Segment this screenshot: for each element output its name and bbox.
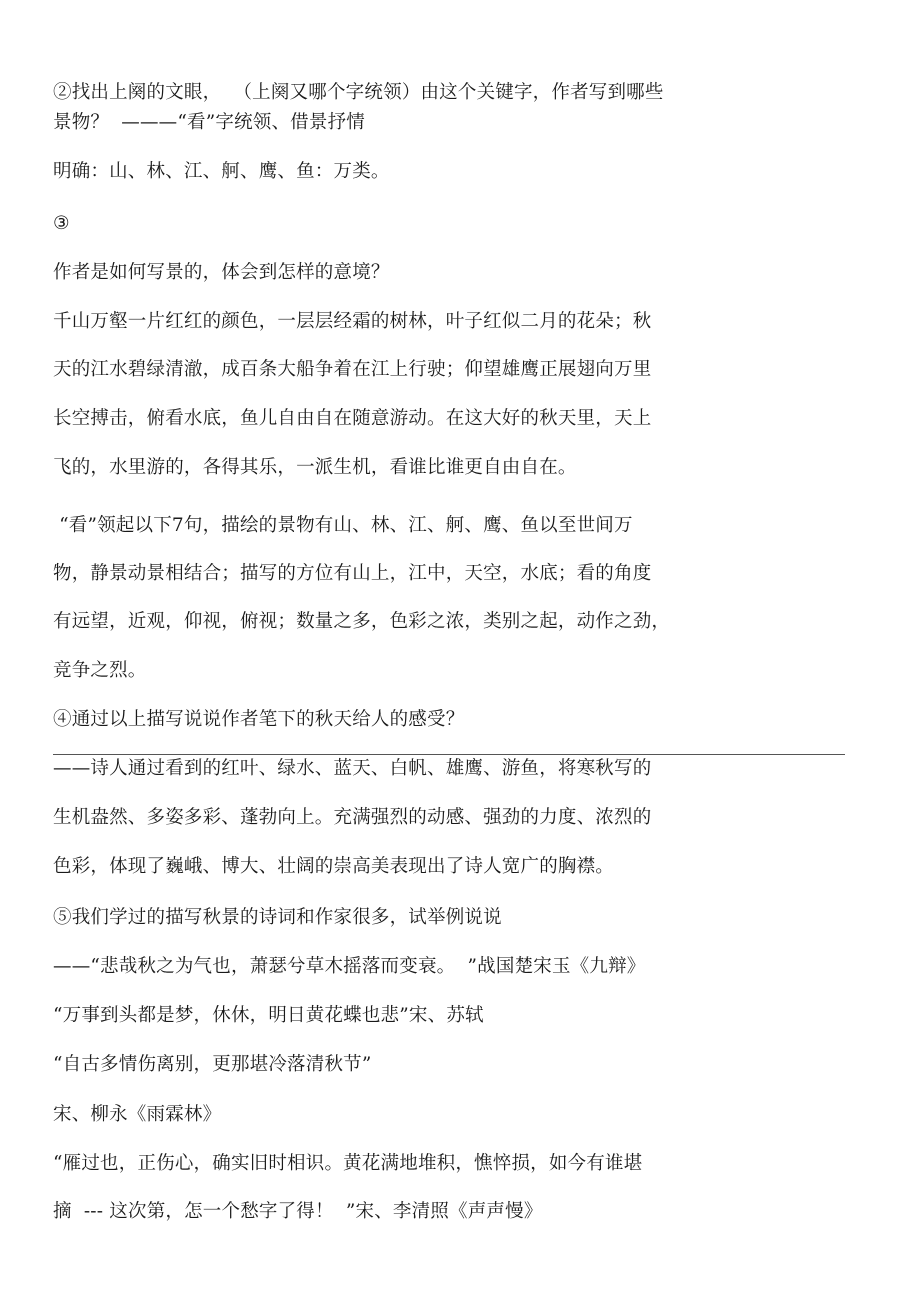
q2-answer: 明确：山、林、江、舸、鹰、鱼：万类。 (53, 161, 390, 182)
q4-answer-line: ——诗人通过看到的红叶、绿水、蓝天、白帆、雄鹰、游鱼，将寒秋写的 (53, 758, 652, 779)
q3-paragraph1-line: 千山万壑一片红红的颜色，一层层经霜的树林，叶子红似二月的花朵；秋 (53, 311, 652, 332)
q5-example: ——“悲哉秋之为气也，萧瑟兮草木摇落而变衰。 ”战国楚宋玉《九辩》 (53, 956, 646, 977)
q3-paragraph2-line: “看”领起以下7句，描绘的景物有山、林、江、舸、鹰、鱼以至世间万 (53, 515, 633, 536)
q3-paragraph1-line: 天的江水碧绿清澈，成百条大船争着在江上行驶；仰望雄鹰正展翅向万里 (53, 359, 652, 380)
q3-question: 作者是如何写景的，体会到怎样的意境？ (53, 262, 390, 283)
q5-example: “万事到头都是梦，休休，明日黄花蝶也悲”宋、苏轼 (53, 1005, 484, 1026)
q2-question-line1: ②找出上阕的文眼， （上阕又哪个字统领）由这个关键字，作者写到哪些 (53, 82, 664, 103)
q5-question: ⑤我们学过的描写秋景的诗词和作家很多，试举例说说 (53, 907, 502, 928)
q3-paragraph2-line: 有远望，近观，仰视，俯视；数量之多，色彩之浓，类别之起，动作之劲， (53, 611, 671, 632)
q5-example: “雁过也，正伤心，确实旧时相识。黄花满地堆积，憔悴损，如今有谁堪 (53, 1153, 643, 1174)
q5-example: 摘 --- 这次第，怎一个愁字了得！ ”宋、李清照《声声慢》 (53, 1201, 543, 1222)
q3-number: ③ (53, 213, 70, 234)
q4-answer-line: 生机盎然、多姿多彩、蓬勃向上。充满强烈的动感、强劲的力度、浓烈的 (53, 807, 652, 828)
q4-answer-line: 色彩，体现了巍峨、博大、壮阔的崇高美表现出了诗人宽广的胸襟。 (53, 856, 615, 877)
q3-paragraph1-line: 飞的，水里游的，各得其乐，一派生机，看谁比谁更自由自在。 (53, 457, 577, 478)
q3-paragraph2-line: 物，静景动景相结合；描写的方位有山上，江中，天空，水底；看的角度 (53, 563, 652, 584)
q3-paragraph1-line: 长空搏击，俯看水底，鱼儿自由自在随意游动。在这大好的秋天里，天上 (53, 408, 652, 429)
q5-example: “自古多情伤离别，更那堪冷落清秋节” (53, 1054, 372, 1075)
q2-question-line2: 景物？ ———“看”字统领、借景抒情 (53, 112, 365, 133)
q5-example-source: 宋、柳永《雨霖林》 (53, 1104, 222, 1125)
horizontal-divider (53, 754, 845, 755)
q3-paragraph2-line: 竞争之烈。 (53, 660, 147, 681)
q4-question: ④通过以上描写说说作者笔下的秋天给人的感受？ (53, 709, 465, 730)
